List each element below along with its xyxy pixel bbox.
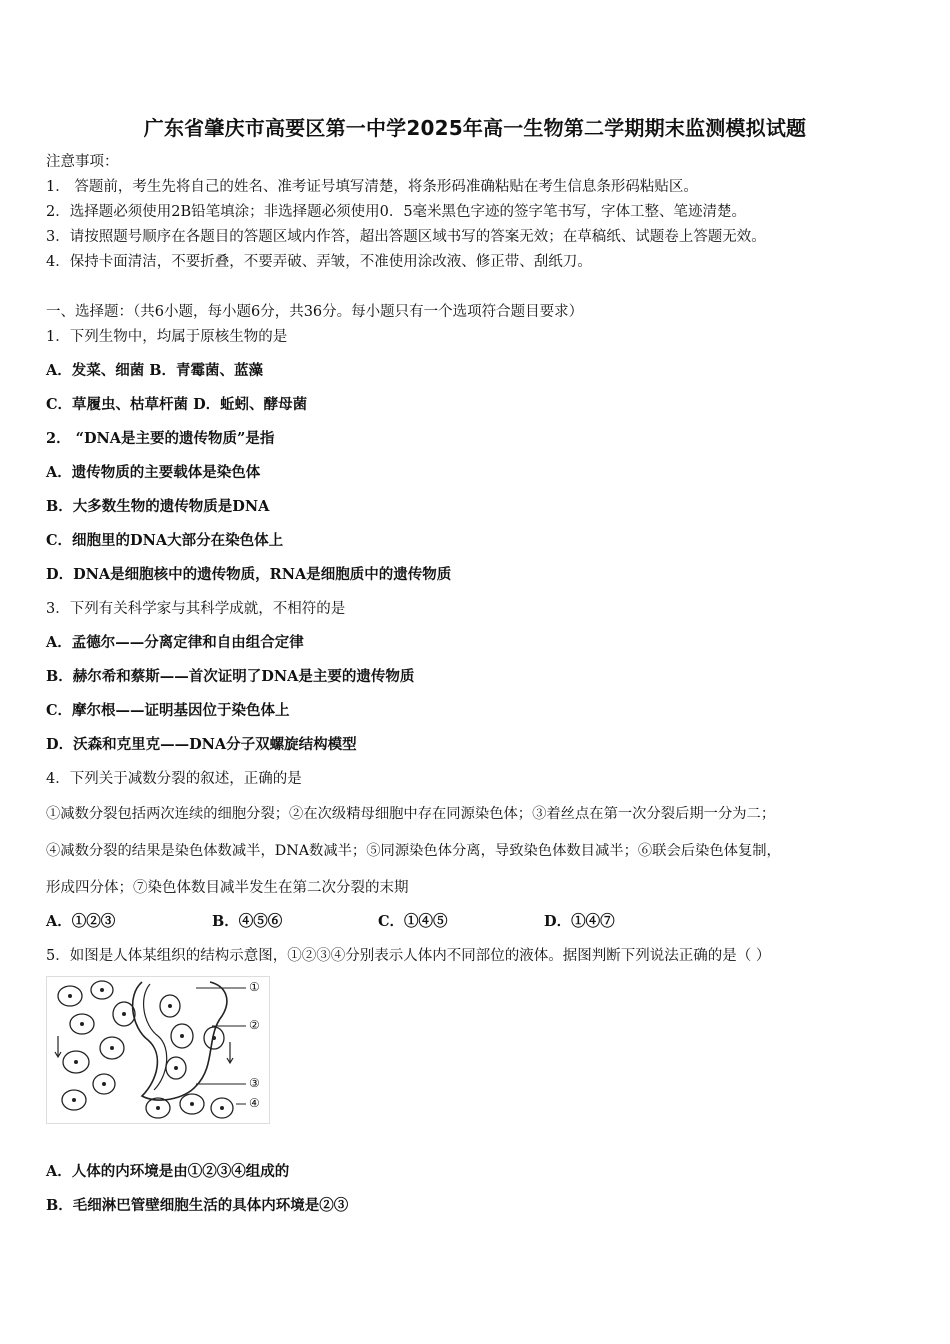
notice-item-4: 4．保持卡面清洁，不要折叠，不要弄破、弄皱，不准使用涂改液、修正带、刮纸刀。 [46, 254, 592, 270]
question-3-option-a: A．孟德尔——分离定律和自由组合定律 [46, 634, 304, 651]
notice-heading: 注意事项： [46, 154, 119, 170]
question-5-option-b: B．毛细淋巴管壁细胞生活的具体内环境是②③ [46, 1197, 349, 1214]
notice-item-1: 1． 答题前，考生先将自己的姓名、准考证号填写清楚，将条形码准确粘贴在考生信息条形码粘贴区。 [46, 179, 698, 195]
question-2-option-d: D．DNA是细胞核中的遗传物质，RNA是细胞质中的遗传物质 [46, 566, 452, 583]
question-1-stem: 1．下列生物中，均属于原核生物的是 [46, 329, 288, 345]
question-3-stem: 3．下列有关科学家与其科学成就，不相符的是 [46, 601, 346, 617]
question-2-option-c: C．细胞里的DNA大部分在染色体上 [46, 532, 284, 549]
page-title: 广东省肇庆市高要区第一中学2025年高一生物第二学期期末监测模拟试题 [143, 116, 807, 140]
question-3-option-b: B．赫尔希和蔡斯——首次证明了DNA是主要的遗传物质 [46, 668, 415, 685]
section-heading: 一、选择题：（共6小题，每小题6分，共36分。每小题只有一个选项符合题目要求） [46, 304, 584, 320]
question-4-option-b: B．④⑤⑥ [212, 913, 283, 930]
question-1-options-row-2: C．草履虫、枯草杆菌 D．蚯蚓、酵母菌 [46, 396, 308, 413]
question-4-line-1: ①减数分裂包括两次连续的细胞分裂；②在次级精母细胞中存在同源染色体；③着丝点在第一次分裂后期一分为二； [46, 806, 776, 822]
question-2-option-a: A．遗传物质的主要载体是染色体 [46, 464, 261, 481]
question-4-line-2: ④减数分裂的结果是染色体数减半，DNA数减半；⑤同源染色体分离，导致染色体数目减半；⑥联会后染色体复制， [46, 843, 781, 859]
question-5-stem: 5．如图是人体某组织的结构示意图，①②③④分别表示人体内不同部位的液体。据图判断下列说法正确的是（ ） [46, 948, 771, 964]
question-4-line-3: 形成四分体；⑦染色体数目减半发生在第二次分裂的末期 [46, 880, 409, 896]
figure-label-4: ④ [249, 1096, 260, 1110]
notice-item-3: 3．请按照题号顺序在各题目的答题区域内作答，超出答题区域书写的答案无效；在草稿纸、试题卷上答题无效。 [46, 229, 766, 245]
figure-label-2: ② [249, 1018, 260, 1032]
question-2-option-b: B．大多数生物的遗传物质是DNA [46, 498, 270, 515]
question-4-option-c: C．①④⑤ [378, 913, 448, 930]
figure-label-3: ③ [249, 1076, 260, 1090]
question-4-option-d: D．①④⑦ [544, 913, 615, 930]
question-4-option-a: A．①②③ [46, 913, 116, 930]
question-4-stem: 4．下列关于减数分裂的叙述，正确的是 [46, 771, 302, 787]
notice-item-2: 2．选择题必须使用2B铅笔填涂；非选择题必须使用0．5毫米黑色字迹的签字笔书写，字体工整、笔迹清楚。 [46, 204, 747, 220]
question-5-option-a: A．人体的内环境是由①②③④组成的 [46, 1163, 290, 1180]
question-1-options-row-1: A．发菜、细菌 B．青霉菌、蓝藻 [46, 362, 264, 379]
question-4-options [46, 912, 710, 932]
question-3-option-d: D．沃森和克里克——DNA分子双螺旋结构模型 [46, 736, 357, 753]
question-3-option-c: C．摩尔根——证明基因位于染色体上 [46, 702, 290, 719]
figure-label-1: ① [249, 980, 260, 994]
tissue-structure-figure [46, 976, 270, 1124]
question-2-stem: 2． “DNA是主要的遗传物质”是指 [46, 430, 275, 447]
